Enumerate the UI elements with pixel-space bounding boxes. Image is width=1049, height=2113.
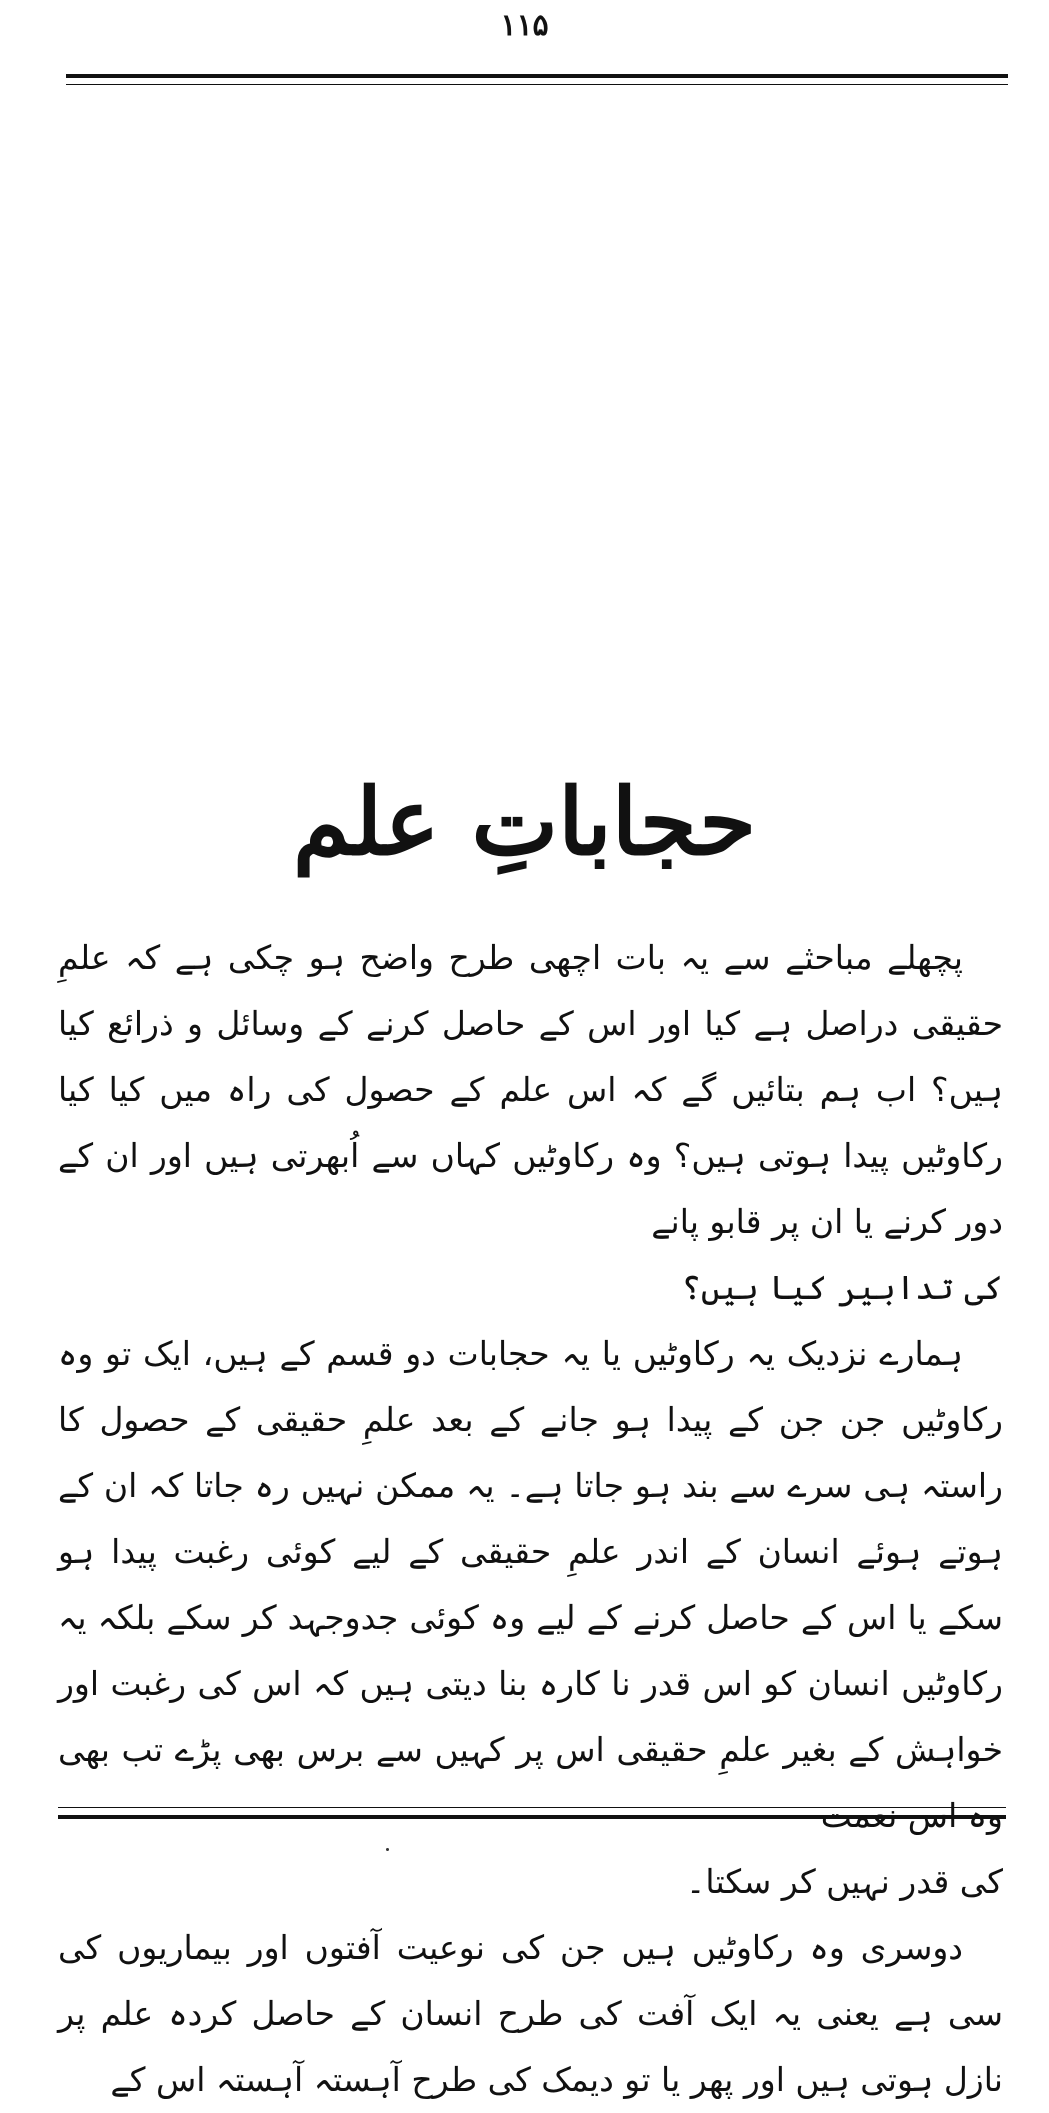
paragraph-second-kind: دوسری وہ رکاوٹیں ہیں جن کی نوعیت آفتوں اور بیماریوں کی سی ہے یعنی یہ ایک آفت کی طرح انسان کے حاصل کردہ علم پر نازل ہوتی ہیں اور پھر یا تو دیمک کی طرح آہستہ آہستہ اس کے — [58, 1928, 1003, 2099]
page-number: ۱۱۵ — [500, 8, 549, 43]
header-rule-thin — [66, 84, 1008, 85]
footer-rule-thick — [58, 1815, 1006, 1819]
footer-rule-thin — [58, 1807, 1006, 1808]
body-text — [58, 925, 1003, 2113]
chapter-title: حجاباتِ علم — [292, 768, 757, 876]
paragraph-intro-end: کی تدابیر کیا ہیں؟ — [681, 1268, 1003, 1307]
header-rule-thick — [66, 74, 1008, 78]
paragraph-first-kind-end: کی قدر نہیں کر سکتا۔ — [686, 1862, 1003, 1901]
paragraph-intro: پچھلے مباحثے سے یہ بات اچھی طرح واضح ہو چکی ہے کہ علمِ حقیقی دراصل ہے کیا اور اس کے حاصل کرنے کے وسائل و ذرائع کیا ہیں؟ اب ہم بتائیں گے کہ اس علم کے حصول کی راہ میں کیا کیا رکاوٹیں پیدا ہوتی ہیں؟ وہ رکاوٹیں کہاں سے اُبھرتی ہیں اور ان کے دور کرنے یا ان پر قابو پانے — [58, 938, 1003, 1241]
scan-speck — [386, 1848, 389, 1851]
paragraph-first-kind: ہمارے نزدیک یہ رکاوٹیں یا یہ حجابات دو قسم کے ہیں، ایک تو وہ رکاوٹیں جن جن کے پیدا ہو جانے کے بعد علمِ حقیقی کے حصول کا راستہ ہی سرے سے بند ہو جاتا ہے۔ یہ ممکن نہیں رہ جاتا کہ ان کے ہوتے ہوئے انسان کے اندر علمِ حقیقی کے لیے کوئی رغبت پیدا ہو سکے یا اس کے حاصل کرنے کے لیے وہ کوئی جدوجہد کر سکے بلکہ یہ رکاوٹیں انسان کو اس قدر نا کارہ بنا دیتی ہیں کہ اس کی رغبت اور خواہش کے بغیر علمِ حقیقی اس پر کہیں سے برس بھی پڑے تب بھی وہ اس نعمت — [58, 1334, 1003, 1835]
